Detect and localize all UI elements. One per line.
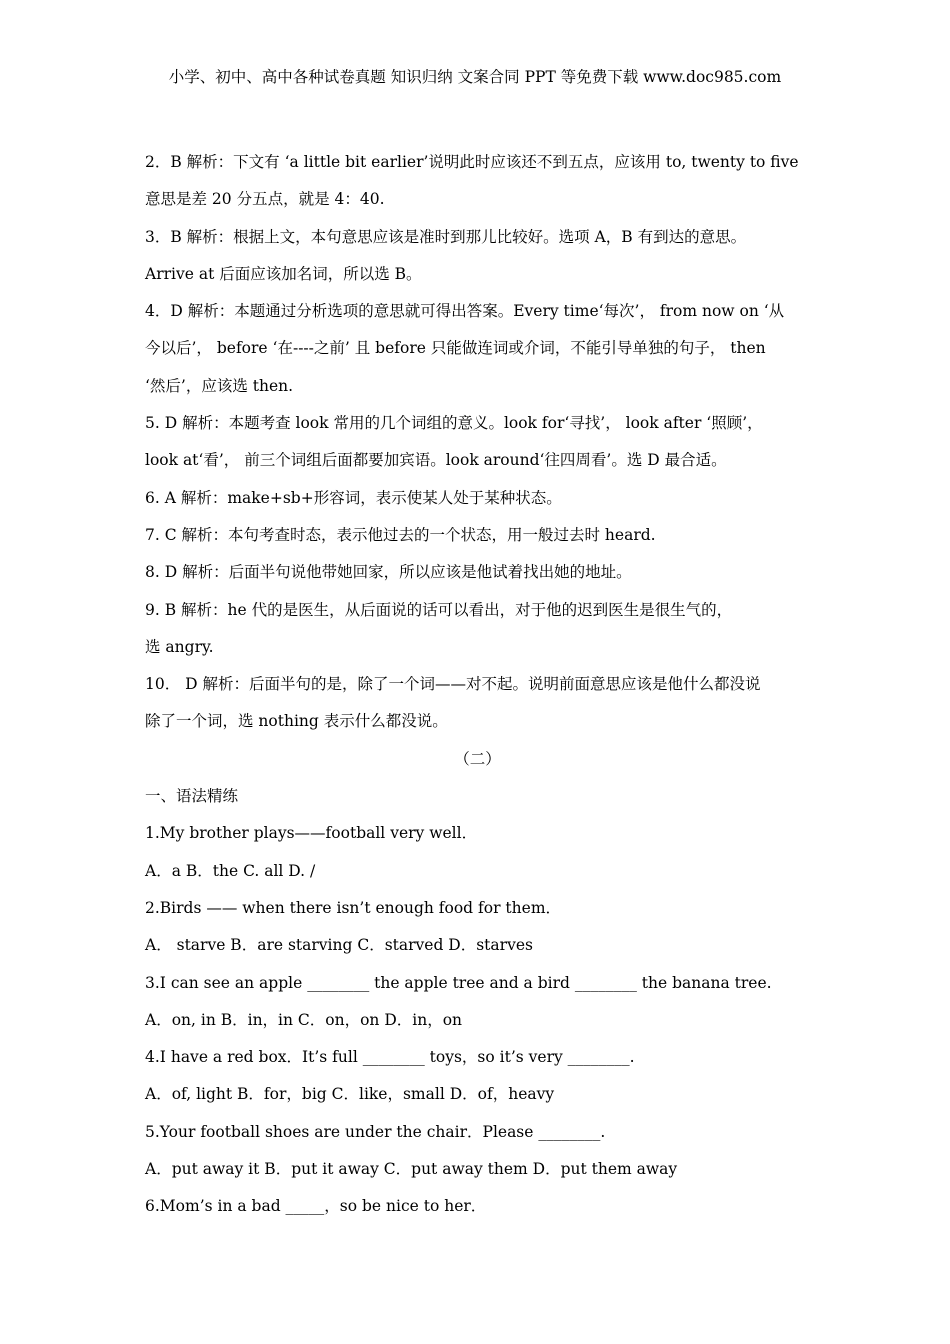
answer-line: 选 angry. — [145, 637, 214, 656]
question-line: 1.My brother plays——football very well． — [145, 824, 478, 843]
options-line: A． starve B．are starving C．starved D．starves — [145, 936, 533, 955]
answer-line: 7. C 解析：本句考查时态，表示他过去的一个状态，用一般过去时 heard. — [145, 525, 656, 544]
options-line: A．of, light B．for，big C．like，small D．of，heavy — [145, 1085, 555, 1104]
question-line: 6.Mom’s in a bad _____，so be nice to her． — [145, 1197, 487, 1216]
document-body — [145, 144, 810, 1226]
answer-line: 5. D 解析：本题考查 look 常用的几个词组的意义。look for‘寻找’， look after ‘照顾’， — [145, 414, 763, 433]
subsection-title: 一、语法精练 — [145, 787, 239, 806]
answer-line: Arrive at 后面应该加名词，所以选 B。 — [145, 264, 422, 283]
options-line: A．put away it B．put it away C．put away them D．put them away — [145, 1160, 678, 1179]
answer-line: 今以后’， before ‘在----之前’ 且 before 只能做连词或介词，不能引导单独的句子， then — [145, 339, 766, 358]
question-line: 4.I have a red box．It’s full ________ toys，so it’s very ________. — [145, 1048, 635, 1067]
answer-line: 除了一个词，选 nothing 表示什么都没说。 — [145, 712, 448, 731]
answer-line: 6. A 解析：make+sb+形容词，表示使某人处于某种状态。 — [145, 488, 562, 507]
answer-line: look at‘看’， 前三个词组后面都要加宾语。look around‘往四周看’。选 D 最合适。 — [145, 451, 727, 470]
answer-line: 9. B 解析：he 代的是医生，从后面说的话可以看出，对于他的迟到医生是很生气的， — [145, 600, 733, 619]
answer-line: 2．B 解析：下文有 ‘a little bit earlier’说明此时应该还不到五点，应该用 to, twenty to five — [145, 153, 799, 171]
section-title: （二） — [454, 749, 501, 768]
answer-line: 10． D 解析：后面半句的是，除了一个词——对不起。说明前面意思应该是他什么都没说 — [145, 675, 761, 694]
question-line: 5.Your football shoes are under the chair．Please ________. — [145, 1122, 606, 1141]
answer-line: 4．D 解析：本题通过分析选项的意思就可得出答案。Every time‘每次’， from now on ‘从 — [145, 302, 785, 321]
question-line: 3.I can see an apple ________ the apple tree and a bird ________ the banana tree. — [145, 973, 772, 992]
page-header: 小学、初中、高中各种试卷真题 知识归纳 文案合同 PPT 等免费下载 www.doc985.com — [168, 68, 782, 86]
answer-line: 8. D 解析：后面半句说他带她回家，所以应该是他试着找出她的地址。 — [145, 563, 632, 582]
answer-line: 意思是差 20 分五点，就是 4：40. — [145, 190, 385, 209]
options-line: A．on, in B．in，in C．on，on D．in，on — [145, 1010, 463, 1029]
answer-line: ‘然后’，应该选 then. — [145, 376, 294, 395]
options-line: A．a B．the C. all D. / — [145, 861, 316, 880]
question-line: 2.Birds —— when there isn’t enough food for them． — [145, 898, 562, 917]
answer-line: 3．B 解析：根据上文，本句意思应该是准时到那儿比较好。选项 A，B 有到达的意思。 — [145, 227, 747, 246]
